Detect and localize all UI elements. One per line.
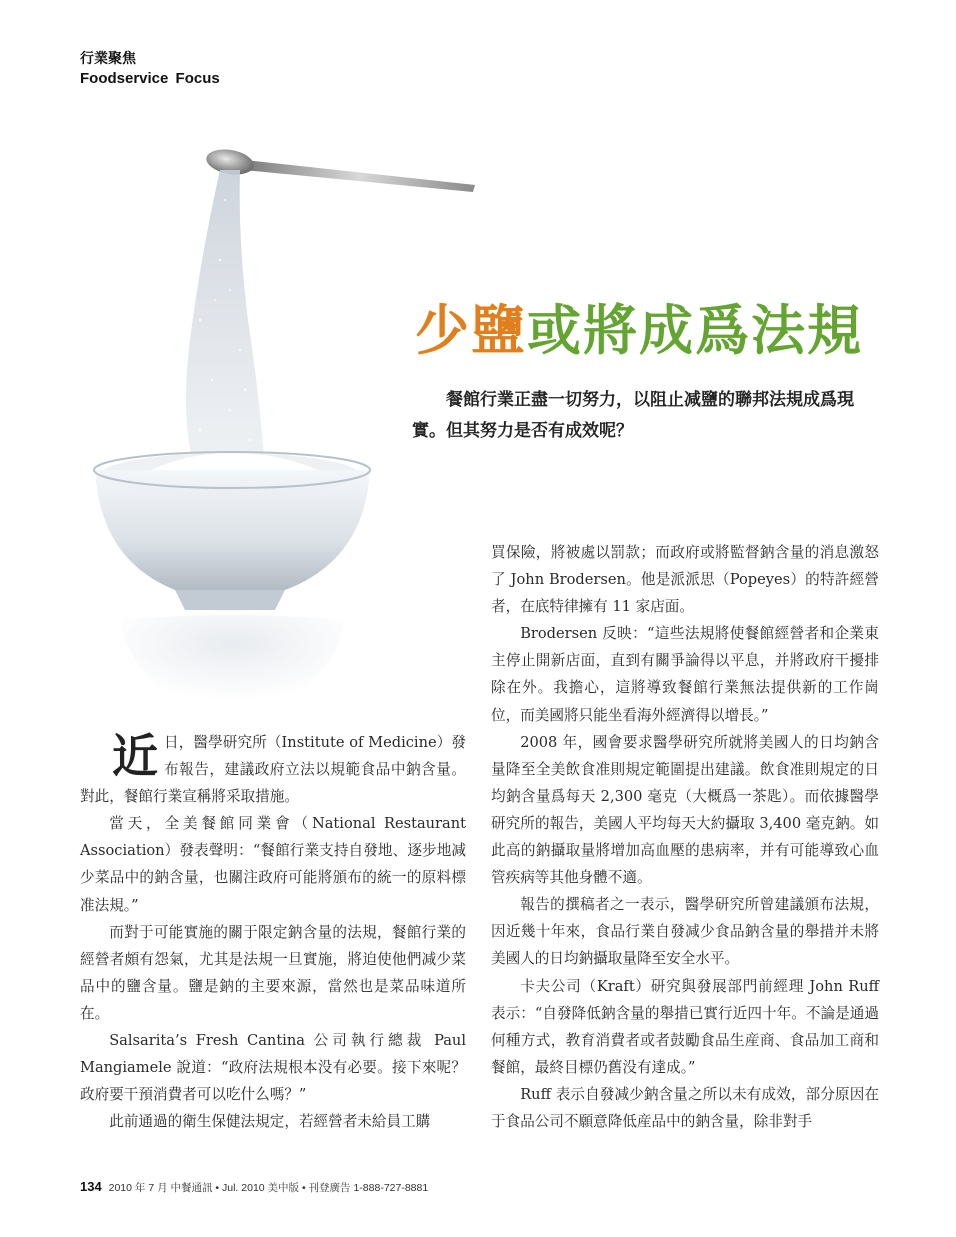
dropcap: 近	[112, 729, 158, 783]
paragraph: Brodersen 反映：“這些法規將使餐館經營者和企業東主停止開新店面，直到有關爭論得以平息，并將政府干擾排除在外。我擔心，這將導致餐館行業無法提供新的工作崗位，而美國將只能坐看海外經濟得以增長。”	[491, 625, 879, 724]
title-highlight: 少鹽	[415, 299, 527, 362]
body-column-left	[80, 729, 466, 1135]
paragraph: 而對于可能實施的關于限定鈉含量的法規，餐館行業的經營者頗有怨氣，尤其是法規一旦實施，將迫使他們减少菜品中的鹽含量。鹽是鈉的主要來源，當然也是菜品味道所在。	[80, 923, 466, 1022]
section-header	[80, 50, 220, 88]
paragraph: 買保險，將被處以罰款；而政府或將監督鈉含量的消息激怒了 John Brodersen。他是派派思（Popeyes）的特許經營者，在底特律擁有 11 家店面。	[491, 544, 879, 616]
section-title-en: Foodservice Focus	[80, 70, 220, 87]
paragraph: 2008 年，國會要求醫學研究所就將美國人的日均鈉含量降至全美飲食准則規定範圍提出建議。飲食准則規定的日均鈉含量爲每天 2,300 毫克（大概爲一茶匙）。而依據醫學研究所的報告，美國人平均每天大約攝取 3,400 毫克鈉。如此高的鈉攝取量將增加高血壓的患病率，并有可能導致心血管疾病等其他身體不適。	[491, 733, 879, 887]
page-footer	[80, 1179, 428, 1195]
article-title	[415, 298, 885, 364]
paragraph: 此前通過的衛生保健法規定，若經營者未給員工購	[109, 1113, 431, 1131]
title-rest: 或將成爲法規	[527, 299, 863, 362]
body-column-right	[491, 539, 879, 1135]
paragraph: Salsarita’s Fresh Cantina 公司執行總裁 Paul Mangiamele 說道：“政府法規根本没有必要。接下來呢？政府要干預消費者可以吃什么嗎？”	[80, 1032, 466, 1104]
section-title-zh: 行業聚焦	[80, 51, 136, 67]
page-number: 134	[80, 1179, 102, 1194]
paragraph	[80, 729, 466, 810]
paragraph: 卡夫公司（Kraft）研究與發展部門前經理 John Ruff 表示：“自發降低鈉含量的舉措已實行近四十年。不論是通過何種方式，教育消費者或者鼓勵食品生産商、食品加工商和餐館，最終目標仍舊没有達成。”	[491, 977, 879, 1076]
paragraph: Ruff 表示自發减少鈉含量之所以未有成效，部分原因在于食品公司不願意降低産品中的鈉含量，除非對手	[491, 1085, 879, 1130]
paragraph: 報告的撰稿者之一表示，醫學研究所曾建議頒布法規，因近幾十年來，食品行業自發减少食品鈉含量的舉措并未將美國人的日均鈉攝取量降至安全水平。	[491, 896, 879, 968]
paragraph-text: 日，醫學研究所（Institute of Medicine）發布報告，建議政府立法以規範食品中鈉含量。對此，餐館行業宣稱將采取措施。	[80, 734, 466, 806]
article-subtitle: 餐館行業正盡一切努力，以阻止减鹽的聯邦法規成爲現實。但其努力是否有成效呢？	[412, 390, 854, 441]
paragraph: 當天，全美餐館同業會（National Restaurant Association）發表聲明：“餐館行業支持自發地、逐步地减少菜品中的鈉含量，也關注政府可能將頒布的統一的原料標准法規。”	[80, 815, 466, 914]
footer-text: 2010 年 7 月 中餐通訊 • Jul. 2010 美中版 • 刊登廣告 1-888-727-8881	[108, 1182, 429, 1194]
